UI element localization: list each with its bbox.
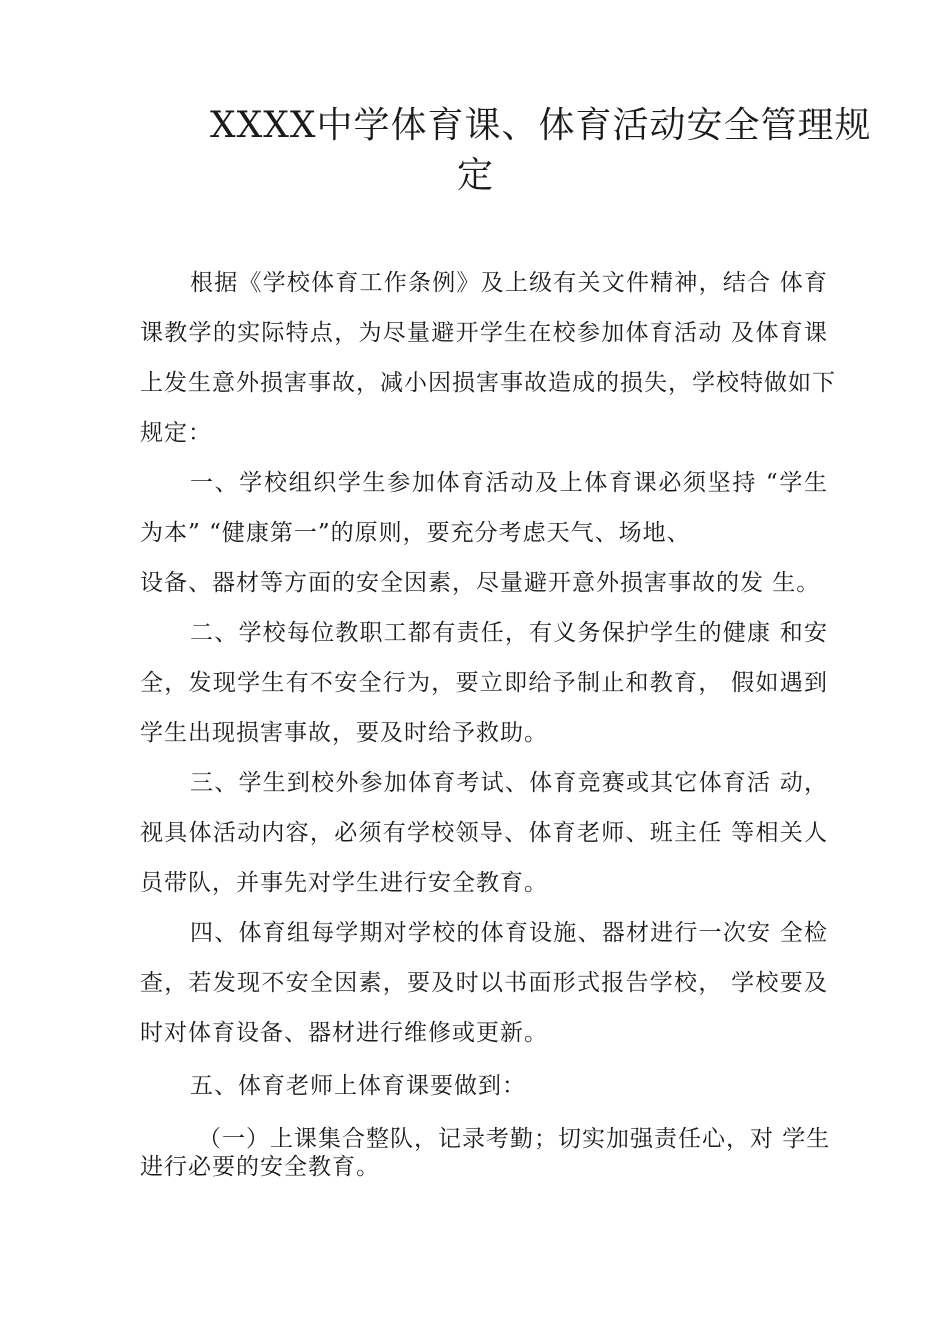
document-title-line-1: XXXX中学体育课、体育活动安全管理规 xyxy=(210,105,872,146)
item-5-line-1: 五、体育老师上体育课要做到： xyxy=(190,1073,526,1099)
item-5-1-line-1: （一）上课集合整队，记录考勤；切实加强责任心，对 学生 xyxy=(198,1126,831,1152)
item-3-line-3: 员带队，并事先对学生进行安全教育。 xyxy=(140,870,548,896)
intro-line-2: 课教学的实际特点，为尽量避开学生在校参加体育活动 及体育课 xyxy=(140,320,828,346)
item-3-line-2: 视具体活动内容，必须有学校领导、体育老师、班主任 等相关人 xyxy=(140,820,828,846)
item-2-line-2: 全，发现学生有不安全行为，要立即给予制止和教育， 假如遇到 xyxy=(140,670,828,696)
intro-line-4: 规定： xyxy=(140,420,212,446)
intro-line-1: 根据《学校体育工作条例》及上级有关文件精神，结合 体育 xyxy=(190,270,828,296)
item-1-line-1: 一、学校组织学生参加体育活动及上体育课必须坚持 “学生 xyxy=(190,470,828,496)
item-4-line-1: 四、体育组每学期对学校的体育设施、器材进行一次安 全检 xyxy=(190,920,828,946)
item-1-line-3: 设备、器材等方面的安全因素，尽量避开意外损害事故的发 生。 xyxy=(140,570,821,596)
intro-line-3: 上发生意外损害事故，减小因损害事故造成的损失，学校特做如下 xyxy=(140,370,836,396)
item-1-line-2: 为本” “健康第一”的原则，要充分考虑天气、场地、 xyxy=(140,520,691,546)
item-5-1-line-2: 进行必要的安全教育。 xyxy=(140,1154,380,1180)
document-title-line-2: 定 xyxy=(457,155,495,196)
item-4-line-2: 查，若发现不安全因素，要及时以书面形式报告学校， 学校要及 xyxy=(140,970,828,996)
item-2-line-1: 二、学校每位教职工都有责任，有义务保护学生的健康 和安 xyxy=(190,620,828,646)
item-3-line-1: 三、学生到校外参加体育考试、体育竞赛或其它体育活 动， xyxy=(190,770,828,796)
item-2-line-3: 学生出现损害事故，要及时给予救助。 xyxy=(140,720,548,746)
item-4-line-3: 时对体育设备、器材进行维修或更新。 xyxy=(140,1020,548,1046)
